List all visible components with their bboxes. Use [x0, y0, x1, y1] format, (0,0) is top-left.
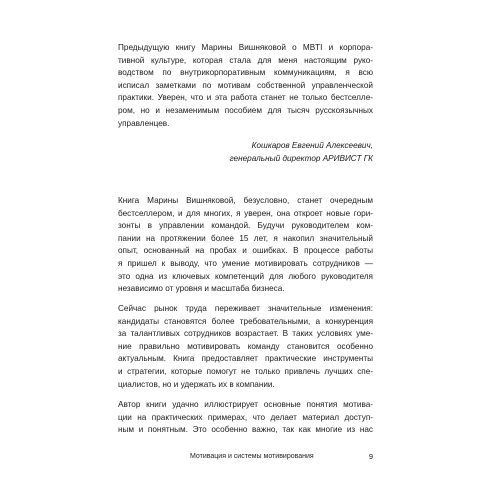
paragraph-line: это одна из ключевых компетенций для любого руководителя [118, 271, 373, 281]
quote-line: практики. Уверен, что и эта работа станет не только бестселле- [118, 93, 373, 103]
paragraph-line: за талантливых сотрудников возрастает. В таких условиях уме- [118, 329, 373, 339]
paragraph-line: ции на практических примерах, что делает материал доступ- [118, 412, 373, 422]
paragraph-line: Автор книги удачно иллюстрирует основные понятия мотива- [118, 400, 373, 409]
quote-signature [118, 140, 373, 165]
quote-line: тивной культуре, которая стала для меня настоящим руко- [118, 55, 373, 65]
quote-line: исписал заметками по мотивам собственной управленческой [118, 80, 373, 90]
paragraph-3 [118, 399, 373, 437]
running-title: Мотивация и системы мотивирования [190, 453, 314, 460]
intro-quote [118, 42, 373, 130]
paragraph-line: кандидаты становятся более требовательными, а конкуренция [118, 316, 373, 326]
paragraph-line: ным и понятным. Это особенно важно, так как многие из нас [118, 425, 373, 435]
paragraph-line: Книга Марины Вишняковой, безусловно, станет очередным [118, 196, 373, 205]
paragraph-line: независимо от уровня и масштаба бизнеса. [118, 284, 285, 294]
signature-title: генеральный директор АРИВИСТ ГК [229, 153, 373, 163]
signature-author: Кошкаров Евгений Алексеевич, [251, 141, 373, 150]
page-number: 9 [368, 452, 373, 461]
paragraph-1 [118, 195, 373, 296]
paragraph-line: и стратегии, которые помогут не только привлечь лучших спе- [118, 366, 373, 376]
paragraph-line: актуальным. Книга предоставляет практические инструменты [118, 354, 373, 364]
paragraph-line: ние правильно мотивировать команду становится особенно [118, 341, 373, 351]
paragraph-line: Сейчас рынок труда переживает значительные изменения: [118, 304, 373, 313]
quote-line: ром, но и незаменимым пособием для тысяч русскоязычных [118, 105, 373, 115]
paragraph-line: я пришел к выводу, что умение мотивировать сотрудников — [118, 258, 373, 268]
paragraph-line: бестселлером, и для многих, я уверен, она откроет новые гори- [118, 208, 373, 218]
quote-line: Предыдущую книгу Марины Вишняковой о MBTI и корпора- [118, 43, 373, 52]
paragraph-2 [118, 303, 373, 391]
quote-line: управленцев. [118, 118, 170, 128]
paragraph-line: пании на протяжении более 15 лет, я накопил значительный [118, 233, 373, 243]
paragraph-line: циалистов, но и удержать их в компании. [118, 379, 275, 389]
quote-line: водством по внутрикорпоративным коммуникациям, я всю [118, 68, 373, 78]
paragraph-line: опыт, основанный на пробах и ошибках. В процессе работы [118, 246, 373, 256]
paragraph-line: зонты в управлении командой. Будучи руководителем ком- [118, 221, 373, 231]
